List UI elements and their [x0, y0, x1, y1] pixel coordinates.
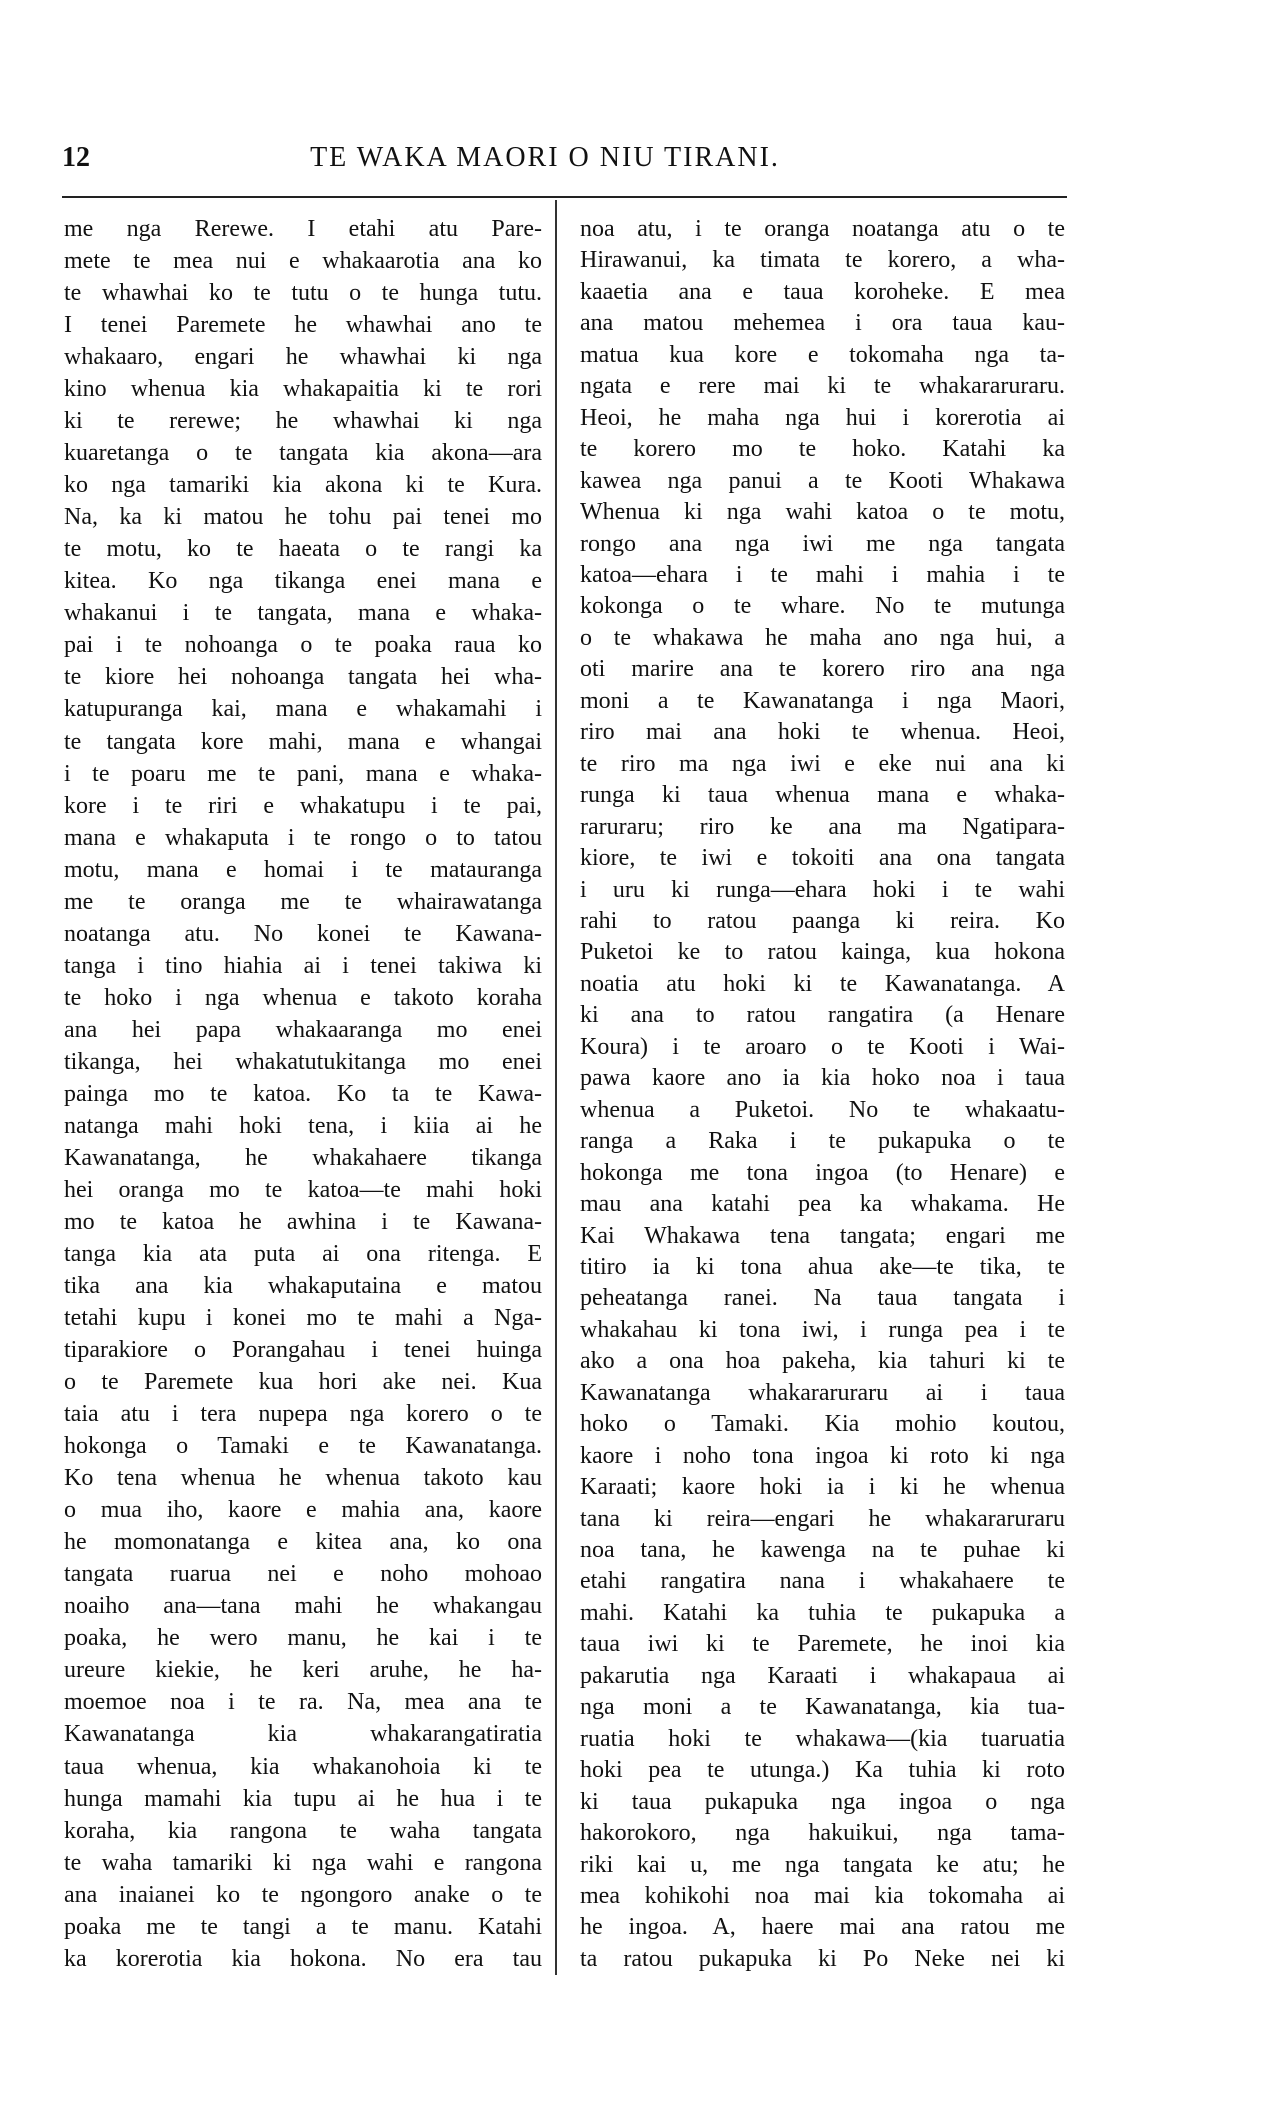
- text-line: Puketoi ke to ratou kainga, kua hokona: [580, 939, 1065, 966]
- text-line: te hoko i nga whenua e takoto koraha: [64, 984, 542, 1011]
- text-line: mana e whakaputa i te rongo o to tatou: [64, 824, 542, 851]
- text-line: noatia atu hoki ki te Kawanatanga. A: [580, 970, 1065, 997]
- text-line: Kawanatanga whakararuraru ai i taua: [580, 1379, 1065, 1406]
- text-line: runga ki taua whenua mana e whaka-: [580, 782, 1065, 809]
- text-line: me te oranga me te whairawatanga: [64, 888, 542, 915]
- text-line: tanga i tino hiahia ai i tenei takiwa ki: [64, 952, 542, 979]
- text-line: hokonga me tona ingoa (to Henare) e: [580, 1159, 1065, 1186]
- text-line: katoa—ehara i te mahi i mahia i te: [580, 561, 1065, 588]
- column-divider: [555, 200, 557, 1975]
- text-line: motu, mana e homai i te matauranga: [64, 856, 542, 883]
- text-line: riki kai u, me nga tangata ke atu; he: [580, 1851, 1065, 1878]
- text-line: hoko o Tamaki. Kia mohio koutou,: [580, 1411, 1065, 1438]
- text-line: kore i te riri e whakatupu i te pai,: [64, 792, 542, 819]
- text-line: te tangata kore mahi, mana e whangai: [64, 728, 542, 755]
- text-line: taua iwi ki te Paremete, he inoi kia: [580, 1631, 1065, 1658]
- text-line: mo te katoa he awhina i te Kawana-: [64, 1208, 542, 1235]
- text-line: etahi rangatira nana i whakahaere te: [580, 1568, 1065, 1595]
- text-line: Kawanatanga kia whakarangatiratia: [64, 1721, 542, 1748]
- text-line: te korero mo te hoko. Katahi ka: [580, 436, 1065, 463]
- text-line: tikanga, hei whakatutukitanga mo enei: [64, 1048, 542, 1075]
- text-line: taia atu i tera nupepa nga korero o te: [64, 1401, 542, 1428]
- text-line: ruatia hoki te whakawa—(kia tuaruatia: [580, 1725, 1065, 1752]
- text-line: tika ana kia whakaputaina e matou: [64, 1273, 542, 1300]
- text-line: nga moni a te Kawanatanga, kia tua-: [580, 1694, 1065, 1721]
- text-line: kiore, te iwi e tokoiti ana ona tangata: [580, 845, 1065, 872]
- text-line: hakorokoro, nga hakuikui, nga tama-: [580, 1820, 1065, 1847]
- text-line: Karaati; kaore hoki ia i ki he whenua: [580, 1474, 1065, 1501]
- text-line: noaiho ana—tana mahi he whakangau: [64, 1593, 542, 1620]
- text-line: Koura) i te aroaro o te Kooti i Wai-: [580, 1033, 1065, 1060]
- text-line: whakahau ki tona iwi, i runga pea i te: [580, 1316, 1065, 1343]
- text-line: oti marire ana te korero riro ana nga: [580, 656, 1065, 683]
- text-line: Hirawanui, ka timata te korero, a wha-: [580, 247, 1065, 274]
- text-line: hei oranga mo te katoa—te mahi hoki: [64, 1176, 542, 1203]
- text-line: raruraru; riro ke ana ma Ngatipara-: [580, 813, 1065, 840]
- text-line: matua kua kore e tokomaha nga ta-: [580, 341, 1065, 368]
- text-line: painga mo te katoa. Ko ta te Kawa-: [64, 1080, 542, 1107]
- text-line: ana inaianei ko te ngongoro anake o te: [64, 1881, 542, 1908]
- text-line: mea kohikohi noa mai kia tokomaha ai: [580, 1883, 1065, 1910]
- text-line: Kai Whakawa tena tangata; engari me: [580, 1222, 1065, 1249]
- text-line: kaore i noho tona ingoa ki roto ki nga: [580, 1442, 1065, 1469]
- text-line: Kawanatanga, he whakahaere tikanga: [64, 1144, 542, 1171]
- text-line: tana ki reira—engari he whakararuraru: [580, 1505, 1065, 1532]
- text-line: poaka me te tangi a te manu. Katahi: [64, 1913, 542, 1940]
- text-line: hunga mamahi kia tupu ai he hua i te: [64, 1785, 542, 1812]
- text-line: kokonga o te whare. No te mutunga: [580, 593, 1065, 620]
- text-line: hokonga o Tamaki e te Kawanatanga.: [64, 1433, 542, 1460]
- text-line: riro mai ana hoki te whenua. Heoi,: [580, 719, 1065, 746]
- text-line: I tenei Paremete he whawhai ano te: [64, 312, 542, 339]
- text-line: whenua a Puketoi. No te whakaatu-: [580, 1096, 1065, 1123]
- text-line: tiparakiore o Porangahau i tenei huinga: [64, 1337, 542, 1364]
- text-line: kaaetia ana e taua koroheke. E mea: [580, 278, 1065, 305]
- text-line: te riro ma nga iwi e eke nui ana ki: [580, 750, 1065, 777]
- text-line: peheatanga ranei. Na taua tangata i: [580, 1285, 1065, 1312]
- right-column: [580, 214, 1065, 1974]
- text-line: rongo ana nga iwi me nga tangata: [580, 530, 1065, 557]
- text-line: tanga kia ata puta ai ona ritenga. E: [64, 1241, 542, 1267]
- text-line: noa atu, i te oranga noatanga atu o te: [580, 216, 1065, 242]
- text-line: Ko tena whenua he whenua takoto kau: [64, 1465, 542, 1492]
- text-line: ako a ona hoa pakeha, kia tahuri ki te: [580, 1348, 1065, 1375]
- text-line: ana hei papa whakaaranga mo enei: [64, 1016, 542, 1043]
- text-line: ka korerotia kia hokona. No era tau: [64, 1945, 542, 1972]
- page-number: 12: [62, 142, 90, 173]
- text-line: te kiore hei nohoanga tangata hei wha-: [64, 664, 542, 691]
- text-line: tangata ruarua nei e noho mohoao: [64, 1561, 542, 1588]
- text-line: te waha tamariki ki nga wahi e rangona: [64, 1849, 542, 1876]
- text-line: he momonatanga e kitea ana, ko ona: [64, 1529, 542, 1556]
- text-line: moemoe noa i te ra. Na, mea ana te: [64, 1689, 542, 1716]
- text-line: pakarutia nga Karaati i whakapaua ai: [580, 1662, 1065, 1689]
- text-line: kuaretanga o te tangata kia akona—ara: [64, 440, 542, 467]
- text-line: pai i te nohoanga o te poaka raua ko: [64, 632, 542, 659]
- text-line: noatanga atu. No konei te Kawana-: [64, 920, 542, 947]
- text-line: pawa kaore ano ia kia hoko noa i taua: [580, 1065, 1065, 1092]
- text-line: koraha, kia rangona te waha tangata: [64, 1817, 542, 1844]
- text-line: ranga a Raka i te pukapuka o te: [580, 1128, 1065, 1155]
- text-line: kitea. Ko nga tikanga enei mana e: [64, 568, 542, 595]
- text-line: whakaaro, engari he whawhai ki nga: [64, 344, 542, 371]
- text-line: katupuranga kai, mana e whakamahi i: [64, 696, 542, 723]
- left-column: [64, 214, 542, 1974]
- text-line: ngata e rere mai ki te whakararuraru.: [580, 373, 1065, 400]
- text-line: mau ana katahi pea ka whakama. He: [580, 1191, 1065, 1218]
- text-line: mahi. Katahi ka tuhia te pukapuka a: [580, 1599, 1065, 1626]
- text-line: Na, ka ki matou he tohu pai tenei mo: [64, 504, 542, 531]
- text-line: whakanui i te tangata, mana e whaka-: [64, 600, 542, 627]
- text-line: te whawhai ko te tutu o te hunga tutu.: [64, 280, 542, 307]
- text-line: o te whakawa he maha ano nga hui, a: [580, 624, 1065, 651]
- text-line: taua whenua, kia whakanohoia ki te: [64, 1753, 542, 1780]
- running-title: TE WAKA MAORI O NIU TIRANI.: [310, 142, 780, 173]
- text-line: moni a te Kawanatanga i nga Maori,: [580, 687, 1065, 714]
- text-line: natanga mahi hoki tena, i kiia ai he: [64, 1112, 542, 1139]
- text-line: ta ratou pukapuka ki Po Neke nei ki: [580, 1945, 1065, 1972]
- text-line: he ingoa. A, haere mai ana ratou me: [580, 1914, 1065, 1941]
- text-line: hoki pea te utunga.) Ka tuhia ki roto: [580, 1757, 1065, 1784]
- text-line: ki te rerewe; he whawhai ki nga: [64, 408, 542, 435]
- text-line: tetahi kupu i konei mo te mahi a Nga-: [64, 1305, 542, 1332]
- text-line: ki taua pukapuka nga ingoa o nga: [580, 1788, 1065, 1815]
- text-line: poaka, he wero manu, he kai i te: [64, 1625, 542, 1652]
- header-rule: [62, 196, 1067, 198]
- text-line: o te Paremete kua hori ake nei. Kua: [64, 1369, 542, 1396]
- text-line: i uru ki runga—ehara hoki i te wahi: [580, 876, 1065, 903]
- text-line: o mua iho, kaore e mahia ana, kaore: [64, 1497, 542, 1524]
- text-line: noa tana, he kawenga na te puhae ki: [580, 1537, 1065, 1564]
- text-line: kino whenua kia whakapaitia ki te rori: [64, 376, 542, 403]
- text-line: Heoi, he maha nga hui i korerotia ai: [580, 404, 1065, 431]
- text-line: ki ana to ratou rangatira (a Henare: [580, 1002, 1065, 1029]
- text-line: ko nga tamariki kia akona ki te Kura.: [64, 472, 542, 499]
- text-line: mete te mea nui e whakaarotia ana ko: [64, 248, 542, 275]
- text-line: titiro ia ki tona ahua ake—te tika, te: [580, 1253, 1065, 1280]
- text-line: kawea nga panui a te Kooti Whakawa: [580, 467, 1065, 494]
- text-line: ana matou mehemea i ora taua kau-: [580, 310, 1065, 337]
- text-line: ureure kiekie, he keri aruhe, he ha-: [64, 1657, 542, 1684]
- text-line: me nga Rerewe. I etahi atu Pare-: [64, 216, 542, 242]
- text-line: te motu, ko te haeata o te rangi ka: [64, 536, 542, 563]
- text-line: rahi to ratou paanga ki reira. Ko: [580, 907, 1065, 934]
- text-line: Whenua ki nga wahi katoa o te motu,: [580, 499, 1065, 526]
- text-line: i te poaru me te pani, mana e whaka-: [64, 760, 542, 787]
